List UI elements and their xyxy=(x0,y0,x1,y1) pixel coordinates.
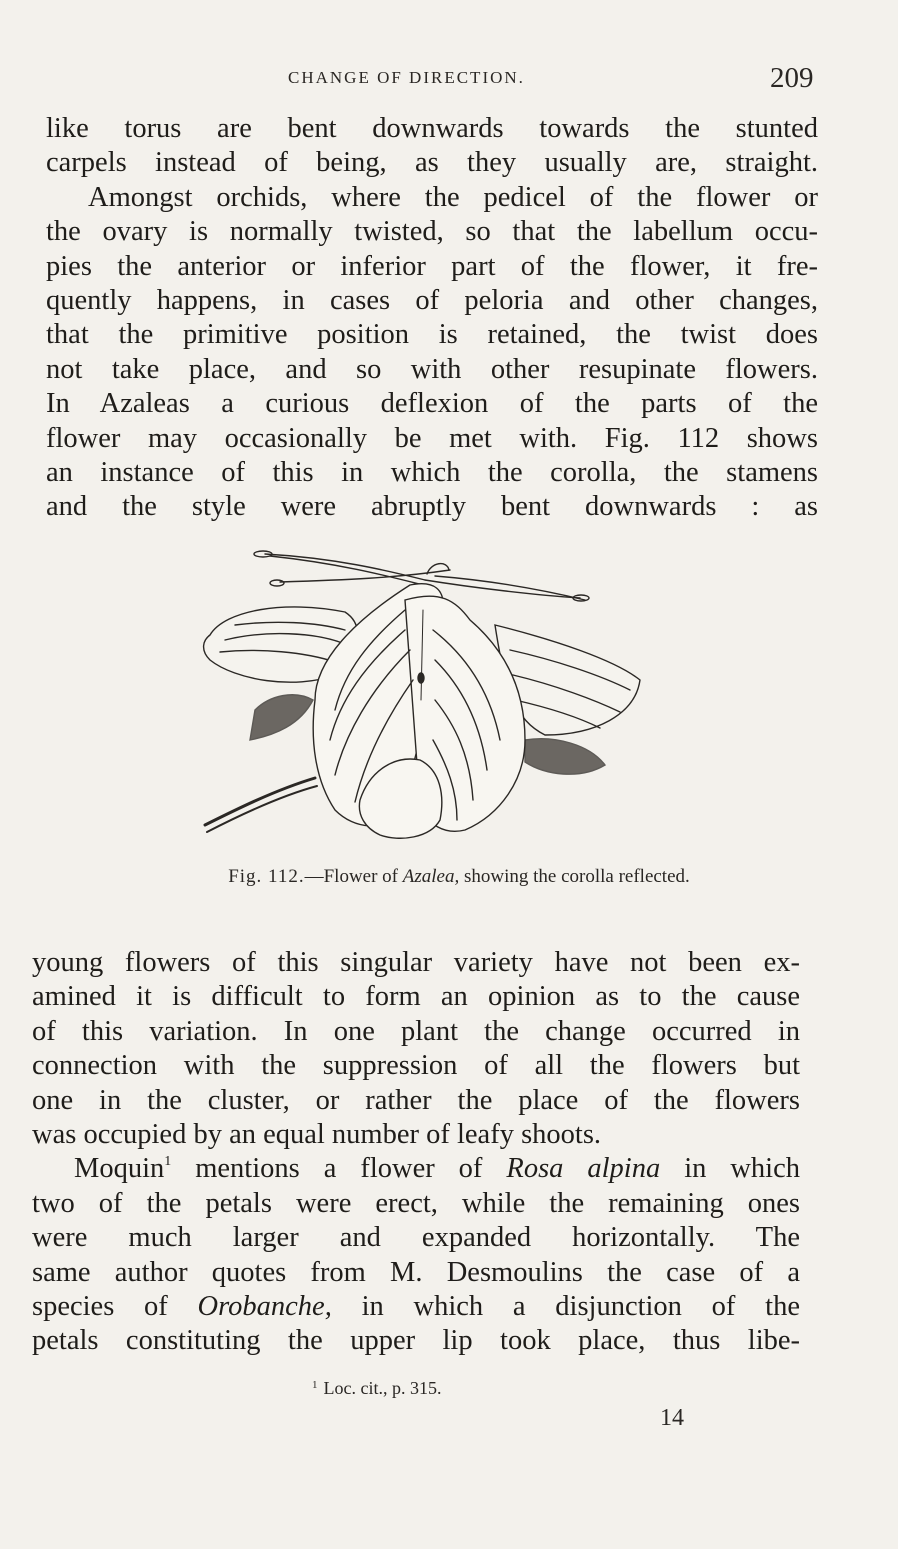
text-line: that the primitive position is retained, the twist does xyxy=(46,319,818,351)
text-line: In Azaleas a curious deflexion of the parts of the xyxy=(46,388,818,420)
text-line xyxy=(32,1152,800,1186)
figure-label: Fig. 112. xyxy=(228,866,305,887)
text-line: was occupied by an equal number of leafy shoots. xyxy=(32,1118,602,1150)
text-line: Amongst orchids, where the pedicel of the flower or xyxy=(88,181,818,213)
text-line: carpels instead of being, as they usually are, straight. xyxy=(46,147,818,179)
text-line: amined it is difficult to form an opinion as to the cause xyxy=(32,981,800,1013)
text-line: were much larger and expanded horizontally. The xyxy=(32,1222,800,1254)
text-line: young flowers of this singular variety have not been ex- xyxy=(32,947,800,978)
running-head xyxy=(0,62,898,102)
text-line: petals constituting the upper lip took place, thus libe- xyxy=(32,1325,800,1357)
text-line: not take place, and so with other resupinate flowers. xyxy=(46,353,818,385)
text-line: an instance of this in which the corolla, the stamens xyxy=(46,456,818,488)
figure-caption xyxy=(0,866,898,888)
page-number: 209 xyxy=(770,62,814,94)
text-line: pies the anterior or inferior part of the flower, it fre- xyxy=(46,250,818,282)
bottom-text-block xyxy=(32,946,800,1359)
text-line: and the style were abruptly bent downwards : as xyxy=(46,491,818,523)
footnote-text: Loc. cit., p. 315. xyxy=(323,1378,442,1398)
text-run: species of xyxy=(32,1290,198,1322)
footnote-marker: 1 xyxy=(312,1379,318,1391)
top-text-block xyxy=(46,112,818,525)
footnote xyxy=(312,1378,441,1399)
text-line: like torus are bent downwards towards the stunted xyxy=(46,113,818,144)
text-line: two of the petals were erect, while the remaining ones xyxy=(32,1187,800,1219)
text-run: in which a disjunction of the xyxy=(331,1290,800,1322)
caption-text: showing the corolla reflected. xyxy=(459,866,690,887)
azalea-flower-illustration xyxy=(195,540,650,840)
text-line: flower may occasionally be met with. Fig. 112 shows xyxy=(46,422,818,454)
text-line xyxy=(32,1290,800,1324)
text-line: connection with the suppression of all the flowers but xyxy=(32,1050,800,1082)
caption-text: —Flower of xyxy=(304,866,403,887)
footnote-ref: 1 xyxy=(164,1154,172,1170)
text-run: mentions a flower of xyxy=(171,1153,507,1185)
text-run: in which xyxy=(660,1153,800,1185)
text-line: one in the cluster, or rather the place of the flowers xyxy=(32,1084,800,1116)
signature-mark: 14 xyxy=(660,1405,684,1431)
text-line: of this variation. In one plant the change occurred in xyxy=(32,1015,800,1047)
text-line: same author quotes from M. Desmoulins the case of a xyxy=(32,1256,800,1288)
italic-run: Orobanche, xyxy=(197,1290,332,1322)
text-line: quently happens, in cases of peloria and other changes, xyxy=(46,284,818,316)
text-run: Moquin xyxy=(74,1153,165,1185)
italic-run: Rosa alpina xyxy=(506,1153,661,1185)
text-line: the ovary is normally twisted, so that the labellum occu- xyxy=(46,216,818,248)
running-title: CHANGE OF DIRECTION. xyxy=(288,68,525,87)
caption-italic: Azalea, xyxy=(402,866,460,887)
